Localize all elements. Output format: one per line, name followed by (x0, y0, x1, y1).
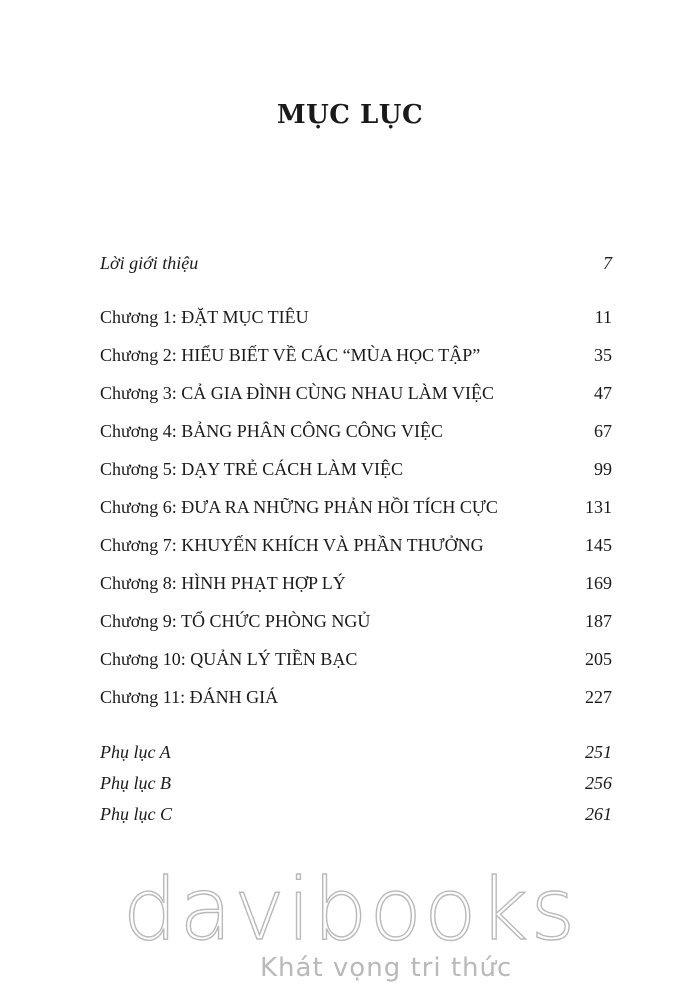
toc-entry-chapter-8 (100, 573, 612, 601)
toc-entry-label: Phụ lục C (100, 804, 172, 824)
toc-entry-chapter-3 (100, 383, 612, 411)
toc-entry-label: Chương 8: HÌNH PHẠT HỢP LÝ (100, 573, 346, 593)
toc-entry-appendix-b (100, 773, 612, 801)
toc-entry-label: Chương 9: TỔ CHỨC PHÒNG NGỦ (100, 611, 371, 631)
toc-entry-chapter-11 (100, 687, 612, 715)
toc-entry-label: Lời giới thiệu (100, 253, 199, 273)
toc-entry-chapter-1 (100, 307, 612, 335)
toc-entry-page: 35 (594, 345, 612, 365)
toc-entry-page: 169 (585, 573, 612, 593)
toc-entry-label: Chương 6: ĐƯA RA NHỮNG PHẢN HỒI TÍCH CỰC (100, 497, 498, 517)
toc-entry-chapter-4 (100, 421, 612, 449)
toc-entry-page: 131 (585, 497, 612, 517)
toc-entry-chapter-6 (100, 497, 612, 525)
toc-entry-page: 187 (585, 611, 612, 631)
watermark-brand: davibooks (122, 860, 578, 960)
toc-entry-page: 205 (585, 649, 612, 669)
toc-entry-page: 227 (585, 687, 612, 707)
toc-entry-label: Phụ lục A (100, 742, 171, 762)
toc-entry-label: Chương 7: KHUYẾN KHÍCH VÀ PHẦN THƯỞNG (100, 535, 484, 555)
toc-entry-appendix-c (100, 804, 612, 832)
toc-entry-chapter-5 (100, 459, 612, 487)
toc-entry-page: 47 (594, 383, 612, 403)
toc-entry-page: 67 (594, 421, 612, 441)
toc-entry-chapter-9 (100, 611, 612, 639)
toc-entry-page: 7 (603, 253, 612, 273)
toc-entry-label: Chương 2: HIỂU BIẾT VỀ CÁC “MÙA HỌC TẬP” (100, 345, 481, 365)
toc-entry-intro (100, 253, 612, 281)
toc-entry-page: 99 (594, 459, 612, 479)
toc-entry-page: 261 (585, 804, 612, 824)
toc-entry-label: Phụ lục B (100, 773, 171, 793)
toc-entry-chapter-10 (100, 649, 612, 677)
toc-entry-label: Chương 1: ĐẶT MỤC TIÊU (100, 307, 309, 327)
toc-entry-label: Chương 3: CẢ GIA ĐÌNH CÙNG NHAU LÀM VIỆC (100, 383, 494, 403)
toc-entry-label: Chương 11: ĐÁNH GIÁ (100, 687, 279, 707)
toc-entry-label: Chương 5: DẠY TRẺ CÁCH LÀM VIỆC (100, 459, 403, 479)
toc-entry-page: 11 (594, 307, 612, 327)
toc-entry-page: 251 (585, 742, 612, 762)
toc-entry-label: Chương 4: BẢNG PHÂN CÔNG CÔNG VIỆC (100, 421, 443, 441)
toc-entry-chapter-2 (100, 345, 612, 373)
toc-entry-page: 145 (585, 535, 612, 555)
toc-entry-label: Chương 10: QUẢN LÝ TIỀN BẠC (100, 649, 358, 669)
toc-entry-appendix-a (100, 742, 612, 770)
toc-entry-chapter-7 (100, 535, 612, 563)
watermark-tagline: Khát vọng tri thức (260, 953, 513, 983)
toc-entry-page: 256 (585, 773, 612, 793)
page-title: MỤC LỤC (276, 100, 424, 130)
